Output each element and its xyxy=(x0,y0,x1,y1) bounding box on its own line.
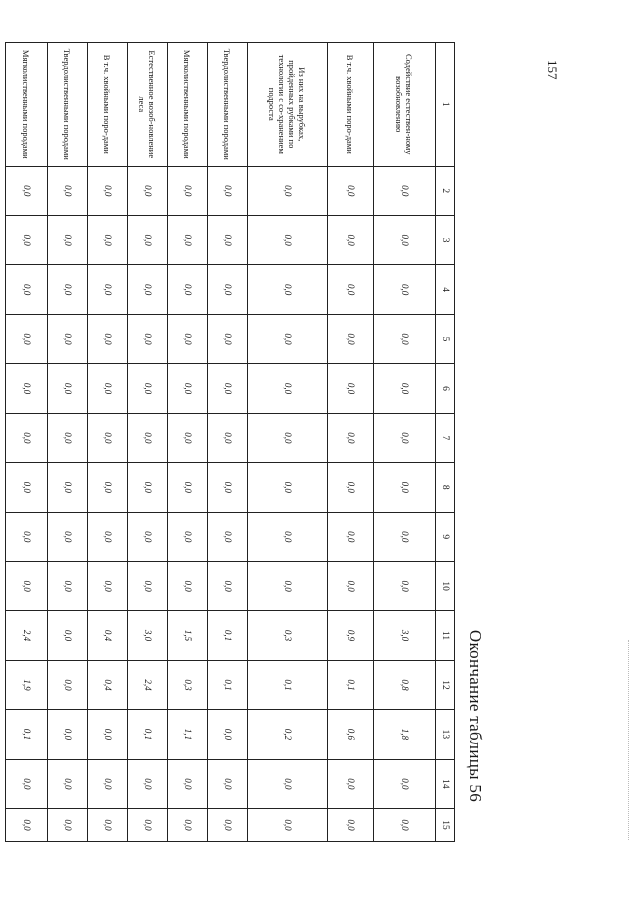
table-caption: Окончание таблицы 56 xyxy=(466,629,485,802)
table-cell: 0,0 xyxy=(168,413,208,462)
table-cell: 0,0 xyxy=(168,166,208,215)
table-cell: 0,0 xyxy=(248,215,328,264)
table-cell: 0,1 xyxy=(208,611,248,660)
table-cell: 0,0 xyxy=(248,166,328,215)
table-cell: 0,0 xyxy=(6,809,48,842)
table-cell: 0,0 xyxy=(88,314,128,363)
table-cell: 0,0 xyxy=(208,265,248,314)
row-label: Естественное возоб-новление леса xyxy=(128,43,168,167)
table-cell: 0,0 xyxy=(6,413,48,462)
table-cell: 0,3 xyxy=(248,611,328,660)
table-cell: 0,0 xyxy=(88,561,128,610)
table-cell: 0,0 xyxy=(374,314,436,363)
column-header: 12 xyxy=(436,660,455,709)
table-cell: 0,0 xyxy=(208,710,248,759)
table-row xyxy=(374,43,436,842)
table-body xyxy=(6,43,436,842)
table-cell: 0,0 xyxy=(374,166,436,215)
table-cell: 0,0 xyxy=(208,215,248,264)
column-header: 5 xyxy=(436,314,455,363)
table-cell: 0,0 xyxy=(128,759,168,808)
table-cell: 0,0 xyxy=(328,265,374,314)
table-row xyxy=(48,43,88,842)
table-cell: 0,3 xyxy=(168,660,208,709)
table-cell: 0,0 xyxy=(48,364,88,413)
table-cell: 0,0 xyxy=(208,463,248,512)
table-cell: 0,0 xyxy=(168,463,208,512)
table-cell: 0,0 xyxy=(328,759,374,808)
table-cell: 0,0 xyxy=(48,215,88,264)
margin-marks xyxy=(628,640,630,840)
table-cell: 0,0 xyxy=(374,512,436,561)
table-cell: 0,0 xyxy=(88,512,128,561)
column-header: 9 xyxy=(436,512,455,561)
table-cell: 0,8 xyxy=(374,660,436,709)
table-cell: 3,0 xyxy=(374,611,436,660)
column-header: 1 xyxy=(436,43,455,167)
table-cell: 0,0 xyxy=(48,463,88,512)
column-header: 11 xyxy=(436,611,455,660)
table-cell: 1,1 xyxy=(168,710,208,759)
table-cell: 0,0 xyxy=(88,710,128,759)
row-label: Твердолиственными породами xyxy=(48,43,88,167)
table-cell: 0,0 xyxy=(168,265,208,314)
table-cell: 0,0 xyxy=(48,611,88,660)
table-cell: 0,0 xyxy=(374,265,436,314)
table-cell: 0,0 xyxy=(374,413,436,462)
table-cell: 0,0 xyxy=(168,512,208,561)
table-cell: 0,0 xyxy=(88,215,128,264)
table-cell: 0,0 xyxy=(208,809,248,842)
table-cell: 0,0 xyxy=(374,759,436,808)
table-cell: 0,0 xyxy=(374,215,436,264)
table-cell: 0,0 xyxy=(6,463,48,512)
table-cell: 0,4 xyxy=(88,611,128,660)
data-table xyxy=(5,42,455,842)
table-cell: 0,0 xyxy=(208,512,248,561)
table-cell: 2,4 xyxy=(128,660,168,709)
column-header: 4 xyxy=(436,265,455,314)
table-cell: 0,0 xyxy=(248,512,328,561)
table-cell: 0,0 xyxy=(248,265,328,314)
table-cell: 0,0 xyxy=(128,166,168,215)
row-label: Содействие естествен-ному возобновлению xyxy=(374,43,436,167)
table-cell: 0,0 xyxy=(248,463,328,512)
table-cell: 0,0 xyxy=(328,561,374,610)
table-cell: 0,6 xyxy=(328,710,374,759)
column-header: 7 xyxy=(436,413,455,462)
table-cell: 0,0 xyxy=(6,759,48,808)
table-cell: 1,5 xyxy=(168,611,208,660)
row-label: Из них на вырубках, пройденных рубками по технологии с со-хранением подроста xyxy=(248,43,328,167)
table-cell: 0,0 xyxy=(48,413,88,462)
table-row xyxy=(128,43,168,842)
table-cell: 0,0 xyxy=(374,463,436,512)
row-label: Твердолиственными породами xyxy=(208,43,248,167)
table-cell: 1,9 xyxy=(6,660,48,709)
table-cell: 0,4 xyxy=(88,660,128,709)
table-cell: 0,0 xyxy=(48,809,88,842)
table-cell: 0,0 xyxy=(88,463,128,512)
table-cell: 0,0 xyxy=(168,759,208,808)
table-row xyxy=(88,43,128,842)
table-cell: 0,1 xyxy=(328,660,374,709)
table-cell: 0,0 xyxy=(208,413,248,462)
table-cell: 0,0 xyxy=(128,364,168,413)
table-cell: 2,4 xyxy=(6,611,48,660)
table-cell: 0,0 xyxy=(6,265,48,314)
table-cell: 0,0 xyxy=(128,265,168,314)
table-cell: 0,1 xyxy=(248,660,328,709)
column-header: 8 xyxy=(436,463,455,512)
table-cell: 0,0 xyxy=(208,561,248,610)
table-cell: 0,0 xyxy=(6,364,48,413)
table-cell: 0,0 xyxy=(128,809,168,842)
table-cell: 0,0 xyxy=(168,809,208,842)
table-cell: 0,0 xyxy=(248,759,328,808)
table-cell: 0,0 xyxy=(168,561,208,610)
column-header: 13 xyxy=(436,710,455,759)
table-cell: 0,1 xyxy=(128,710,168,759)
table-row xyxy=(208,43,248,842)
table-cell: 0,0 xyxy=(328,215,374,264)
table-cell: 0,0 xyxy=(128,561,168,610)
table-cell: 0,0 xyxy=(128,413,168,462)
table-cell: 0,0 xyxy=(168,314,208,363)
table-cell: 0,0 xyxy=(328,364,374,413)
table-cell: 0,0 xyxy=(48,759,88,808)
row-label: Мягколиственными породами xyxy=(168,43,208,167)
table-cell: 0,0 xyxy=(48,166,88,215)
table-cell: 1,8 xyxy=(374,710,436,759)
table-cell: 0,0 xyxy=(48,561,88,610)
table-cell: 0,1 xyxy=(6,710,48,759)
table-cell: 0,0 xyxy=(248,809,328,842)
table-cell: 0,0 xyxy=(248,314,328,363)
table-cell: 0,0 xyxy=(328,463,374,512)
table-cell: 0,0 xyxy=(48,660,88,709)
table-cell: 0,0 xyxy=(48,710,88,759)
row-label: В т.ч. хвойными поро-дами xyxy=(88,43,128,167)
table-cell: 0,0 xyxy=(48,314,88,363)
table-cell: 0,0 xyxy=(208,759,248,808)
column-header: 3 xyxy=(436,215,455,264)
table-cell: 0,0 xyxy=(168,215,208,264)
table-cell: 0,0 xyxy=(6,512,48,561)
table-cell: 0,0 xyxy=(248,413,328,462)
table-cell: 0,0 xyxy=(208,314,248,363)
table-row xyxy=(6,43,48,842)
table-cell: 0,0 xyxy=(88,364,128,413)
table-cell: 0,1 xyxy=(208,660,248,709)
table-header-row xyxy=(436,43,455,842)
row-label: Мягколиственными породами xyxy=(6,43,48,167)
table-cell: 0,0 xyxy=(128,314,168,363)
table-cell: 0,0 xyxy=(128,463,168,512)
column-header: 14 xyxy=(436,759,455,808)
rotated-table-area xyxy=(21,42,485,842)
table-cell: 0,0 xyxy=(328,314,374,363)
table-cell: 0,0 xyxy=(88,413,128,462)
table-cell: 0,0 xyxy=(248,364,328,413)
table-cell: 0,0 xyxy=(128,512,168,561)
row-label: В т.ч. хвойными поро-дами xyxy=(328,43,374,167)
column-header: 15 xyxy=(436,809,455,842)
table-cell: 0,0 xyxy=(6,166,48,215)
table-cell: 0,0 xyxy=(128,215,168,264)
table-cell: 0,0 xyxy=(88,166,128,215)
column-header: 2 xyxy=(436,166,455,215)
column-header: 6 xyxy=(436,364,455,413)
table-cell: 0,0 xyxy=(248,561,328,610)
table-row xyxy=(248,43,328,842)
table-cell: 3,0 xyxy=(128,611,168,660)
table-row xyxy=(168,43,208,842)
table-cell: 0,0 xyxy=(328,166,374,215)
table-cell: 0,0 xyxy=(6,561,48,610)
page-number: 157 xyxy=(545,60,560,80)
column-header: 10 xyxy=(436,561,455,610)
table-cell: 0,0 xyxy=(168,364,208,413)
table-cell: 0,0 xyxy=(88,265,128,314)
table-row xyxy=(328,43,374,842)
table-cell: 0,0 xyxy=(374,809,436,842)
table-cell: 0,0 xyxy=(48,265,88,314)
table-cell: 0,0 xyxy=(208,364,248,413)
table-cell: 0,9 xyxy=(328,611,374,660)
table-cell: 0,0 xyxy=(374,364,436,413)
table-cell: 0,0 xyxy=(328,512,374,561)
table-cell: 0,0 xyxy=(328,809,374,842)
table-cell: 0,0 xyxy=(328,413,374,462)
table-cell: 0,0 xyxy=(374,561,436,610)
table-cell: 0,0 xyxy=(208,166,248,215)
table-cell: 0,0 xyxy=(6,215,48,264)
table-cell: 0,0 xyxy=(88,809,128,842)
table-cell: 0,0 xyxy=(88,759,128,808)
table-cell: 0,0 xyxy=(6,314,48,363)
table-cell: 0,2 xyxy=(248,710,328,759)
table-cell: 0,0 xyxy=(48,512,88,561)
